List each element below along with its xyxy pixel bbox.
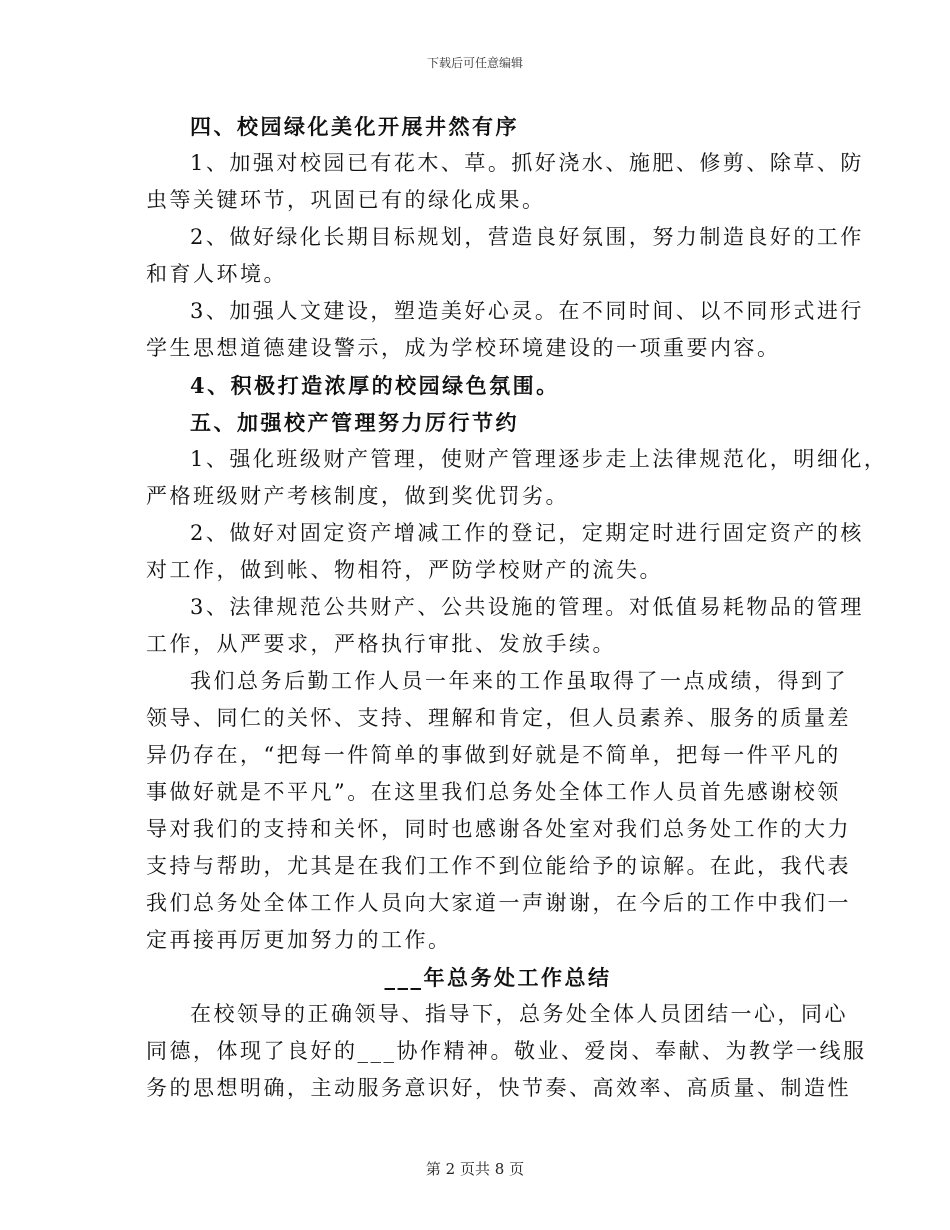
paragraph-line: 定再接再厉更加努力的工作。 bbox=[146, 928, 452, 952]
paragraph-line: 导对我们的支持和关怀，同时也感谢各处室对我们总务处工作的大力 bbox=[146, 817, 851, 841]
paragraph-line: 领导、同仁的关怀、支持、理解和肯定，但人员素养、服务的质量差 bbox=[146, 706, 851, 730]
paragraph-line: 事做好就是不平凡”。在这里我们总务处全体工作人员首先感谢校领 bbox=[146, 780, 841, 804]
paragraph-line: 1、强化班级财产管理，使财产管理逐步走上法律规范化，明细化， bbox=[190, 447, 888, 471]
paragraph-line: 工作，从严要求，严格执行审批、发放手续。 bbox=[146, 632, 616, 656]
paragraph-line: 在校领导的正确领导、指导下，总务处全体人员团结一心，同心 bbox=[190, 1002, 848, 1026]
paragraph-line: 严格班级财产考核制度，做到奖优罚劣。 bbox=[146, 484, 569, 508]
paragraph-line: 2、做好对固定资产增减工作的登记，定期定时进行固定资产的核 bbox=[190, 521, 864, 545]
paragraph-line: 支持与帮助，尤其是在我们工作不到位能给予的谅解。在此，我代表 bbox=[146, 854, 851, 878]
paragraph-line: 3、法律规范公共财产、公共设施的管理。对低值易耗物品的管理 bbox=[190, 595, 864, 619]
section-heading: 五、加强校产管理努力厉行节约 bbox=[190, 410, 519, 435]
paragraph-line: 3、加强人文建设，塑造美好心灵。在不同时间、以不同形式进行 bbox=[190, 299, 864, 323]
paragraph-line: 对工作，做到帐、物相符，严防学校财产的流失。 bbox=[146, 558, 663, 582]
paragraph-line: 虫等关键环节，巩固已有的绿化成果。 bbox=[146, 188, 546, 212]
page-footer: 第 2 页共 8 页 bbox=[425, 1160, 525, 1178]
page-header: 下载后可任意编辑 bbox=[426, 56, 523, 70]
document-title: ___年总务处工作总结 bbox=[384, 965, 612, 990]
paragraph-line: 务的思想明确，主动服务意识好，快节奏、高效率、高质量、制造性 bbox=[146, 1076, 851, 1100]
section-heading: 4、积极打造浓厚的校园绿色氛围。 bbox=[190, 373, 560, 398]
paragraph-line: 同德，体现了良好的___协作精神。敬业、爱岗、奉献、为教学一线服 bbox=[146, 1039, 867, 1063]
paragraph-line: 异仍存在，“把每一件简单的事做到好就是不简单，把每一件平凡的 bbox=[146, 743, 841, 767]
document-body bbox=[146, 108, 888, 1107]
paragraph-line: 我们总务后勤工作人员一年来的工作虽取得了一点成绩，得到了 bbox=[190, 669, 848, 693]
paragraph-line: 1、加强对校园已有花木、草。抓好浇水、施肥、修剪、除草、防 bbox=[190, 151, 864, 175]
paragraph-line: 和育人环境。 bbox=[146, 262, 287, 286]
section-heading: 四、校园绿化美化开展井然有序 bbox=[190, 114, 519, 139]
paragraph-line: 学生思想道德建设警示，成为学校环境建设的一项重要内容。 bbox=[146, 336, 781, 360]
paragraph-line: 我们总务处全体工作人员向大家道一声谢谢，在今后的工作中我们一 bbox=[146, 891, 851, 915]
paragraph-line: 2、做好绿化长期目标规划，营造良好氛围，努力制造良好的工作 bbox=[190, 225, 864, 249]
